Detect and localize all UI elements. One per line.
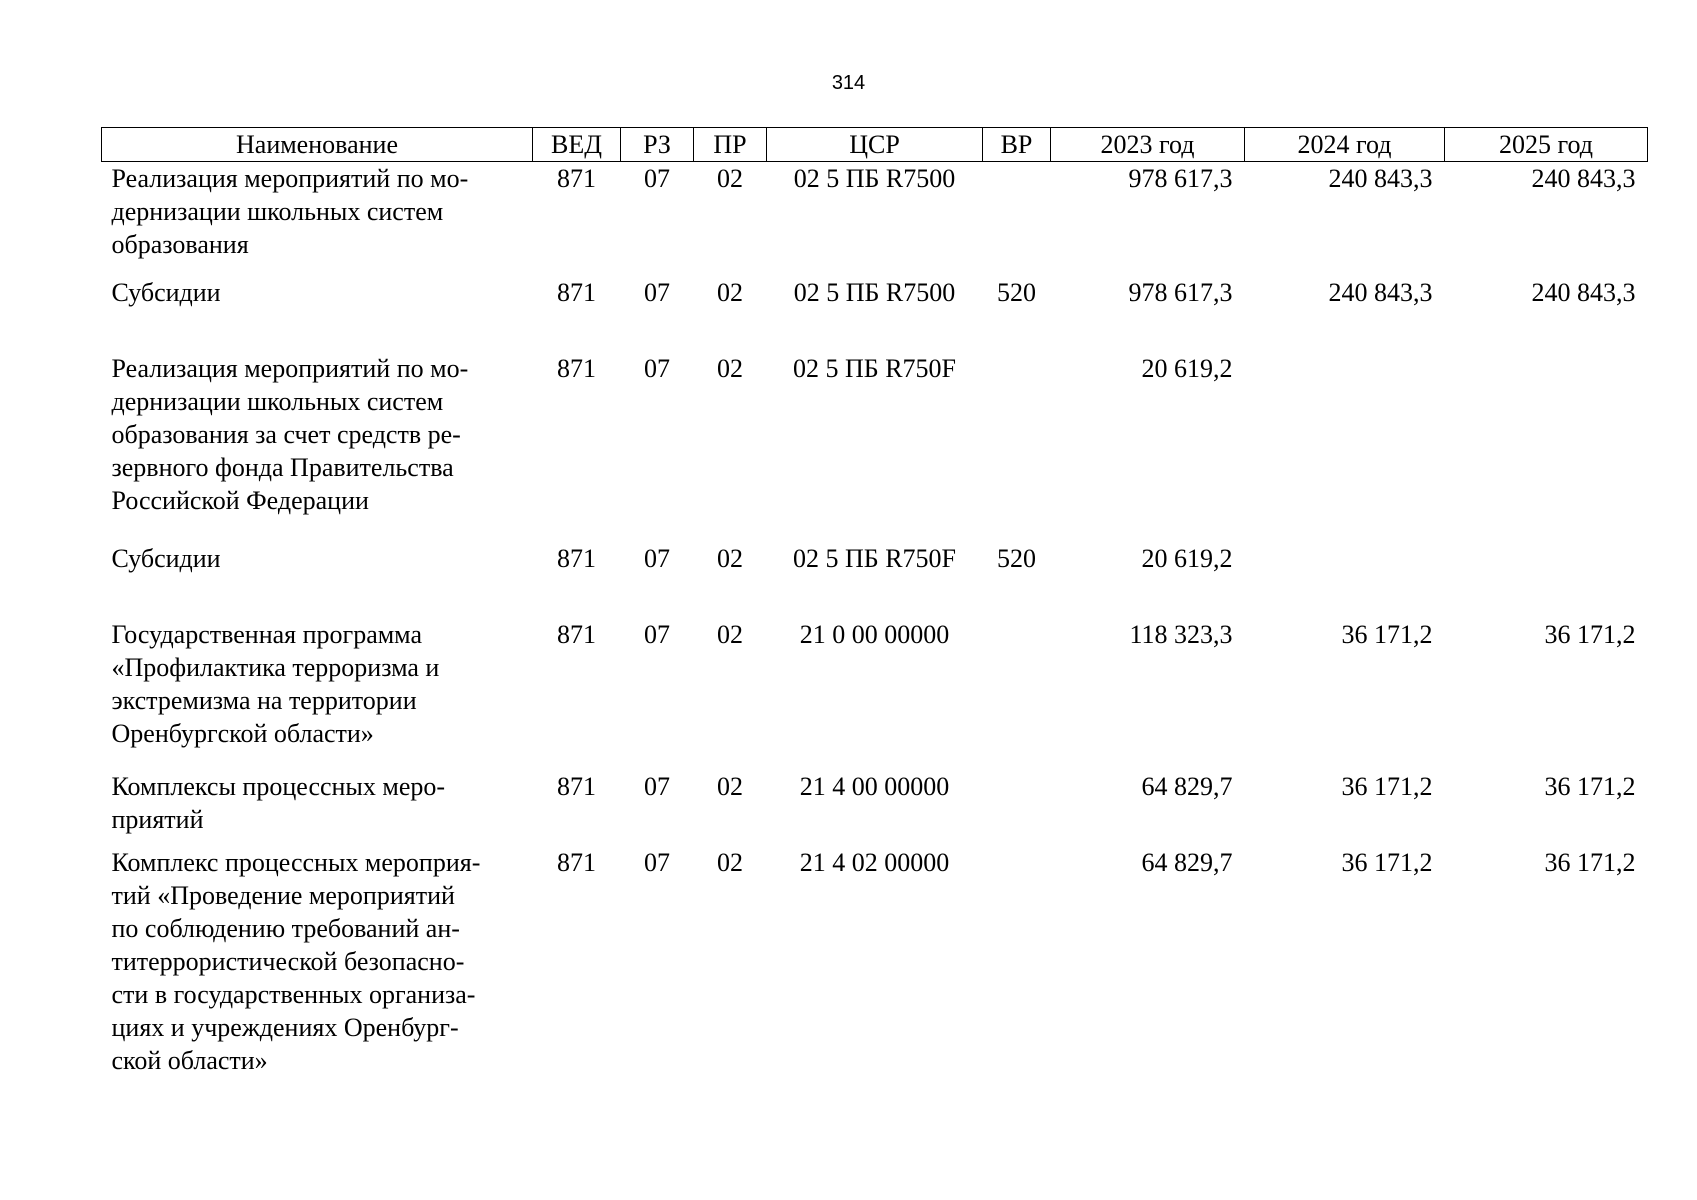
cell-pr: 02	[717, 278, 743, 307]
cell-2025: 36 171,2	[1544, 772, 1636, 801]
header-2024: 2024 год	[1245, 128, 1445, 162]
cell-ved: 871	[557, 354, 596, 383]
cell-2025: 36 171,2	[1544, 620, 1636, 649]
cell-rz: 07	[644, 354, 670, 383]
cell-rz: 07	[644, 544, 670, 573]
cell-csr: 02 5 ПБ R7500	[793, 278, 956, 307]
header-vr: ВР	[983, 128, 1051, 162]
header-name: Наименование	[102, 128, 533, 162]
cell-name	[102, 162, 533, 277]
cell-2023: 978 617,3	[1128, 278, 1233, 307]
cell-vr	[983, 618, 1051, 770]
cell-ved: 871	[557, 278, 596, 307]
cell-vr	[983, 352, 1051, 542]
cell-pr: 02	[717, 354, 743, 383]
table-row	[102, 352, 1648, 542]
cell-csr: 21 4 00 00000	[799, 772, 950, 801]
cell-vr	[983, 162, 1051, 277]
cell-csr: 02 5 ПБ R750F	[792, 354, 956, 383]
table-row	[102, 846, 1648, 1086]
header-2023: 2023 год	[1051, 128, 1245, 162]
cell-pr: 02	[717, 772, 743, 801]
table-header-row	[102, 128, 1648, 162]
cell-name	[102, 846, 533, 1086]
cell-name	[102, 276, 533, 352]
cell-pr: 02	[717, 848, 743, 877]
cell-2023: 118 323,3	[1129, 620, 1233, 649]
cell-2023: 978 617,3	[1128, 164, 1233, 193]
cell-pr: 02	[717, 164, 743, 193]
cell-2025	[1445, 352, 1648, 542]
cell-2024: 36 171,2	[1341, 772, 1433, 801]
cell-ved: 871	[557, 848, 596, 877]
page-number: 314	[831, 72, 866, 94]
cell-2024: 36 171,2	[1341, 620, 1433, 649]
cell-pr: 02	[717, 544, 743, 573]
cell-2024: 36 171,2	[1341, 848, 1433, 877]
cell-csr: 21 0 00 00000	[799, 620, 950, 649]
cell-ved: 871	[557, 164, 596, 193]
header-2025: 2025 год	[1445, 128, 1648, 162]
name-text: Государственная программа «Профилактика терроризма и экстремизма на территории Оренбургской области»	[111, 620, 440, 748]
table-row	[102, 770, 1648, 846]
cell-name	[102, 352, 533, 542]
cell-2023: 64 829,7	[1141, 848, 1233, 877]
cell-vr	[983, 846, 1051, 1086]
cell-csr: 02 5 ПБ R750F	[792, 544, 956, 573]
cell-rz: 07	[644, 772, 670, 801]
cell-2024: 240 843,3	[1328, 164, 1433, 193]
table-row	[102, 276, 1648, 352]
cell-csr: 02 5 ПБ R7500	[793, 164, 956, 193]
table-row	[102, 618, 1648, 770]
cell-name	[102, 618, 533, 770]
cell-ved: 871	[557, 620, 596, 649]
cell-ved: 871	[557, 772, 596, 801]
cell-2025: 36 171,2	[1544, 848, 1636, 877]
cell-rz: 07	[644, 278, 670, 307]
name-text: Комплексы процессных меро- приятий	[111, 772, 446, 834]
table-row	[102, 542, 1648, 618]
cell-pr: 02	[717, 620, 743, 649]
cell-name	[102, 770, 533, 846]
cell-vr: 520	[997, 544, 1036, 573]
name-text: Реализация мероприятий по мо- дернизации школьных систем образования за счет средств ре- зервного фонда Правительства Российской Федерации	[111, 354, 469, 515]
cell-vr: 520	[997, 278, 1036, 307]
cell-rz: 07	[644, 620, 670, 649]
header-pr: ПР	[694, 128, 767, 162]
cell-csr: 21 4 02 00000	[799, 848, 950, 877]
cell-2025: 240 843,3	[1531, 164, 1636, 193]
budget-table	[101, 127, 1648, 1086]
cell-rz: 07	[644, 848, 670, 877]
cell-2025: 240 843,3	[1531, 278, 1636, 307]
cell-2023: 20 619,2	[1141, 354, 1233, 383]
cell-2024: 240 843,3	[1328, 278, 1433, 307]
cell-2024	[1245, 542, 1445, 618]
name-text: Субсидии	[111, 544, 221, 573]
cell-2023: 64 829,7	[1141, 772, 1233, 801]
name-text: Комплекс процессных мероприя- тий «Проведение мероприятий по соблюдению требований ан- титеррористической безопасно- сти в государственных организа- циях и учреждениях Оренбург- ской области»	[111, 848, 481, 1075]
cell-ved: 871	[557, 544, 596, 573]
name-text: Реализация мероприятий по мо- дернизации школьных систем образования	[111, 164, 469, 259]
header-rz: РЗ	[621, 128, 694, 162]
cell-2025	[1445, 542, 1648, 618]
cell-vr	[983, 770, 1051, 846]
header-ved: ВЕД	[533, 128, 621, 162]
cell-rz: 07	[644, 164, 670, 193]
name-text: Субсидии	[111, 278, 221, 307]
header-csr: ЦСР	[767, 128, 983, 162]
cell-name	[102, 542, 533, 618]
cell-2024	[1245, 352, 1445, 542]
cell-2023: 20 619,2	[1141, 544, 1233, 573]
table-row	[102, 162, 1648, 277]
